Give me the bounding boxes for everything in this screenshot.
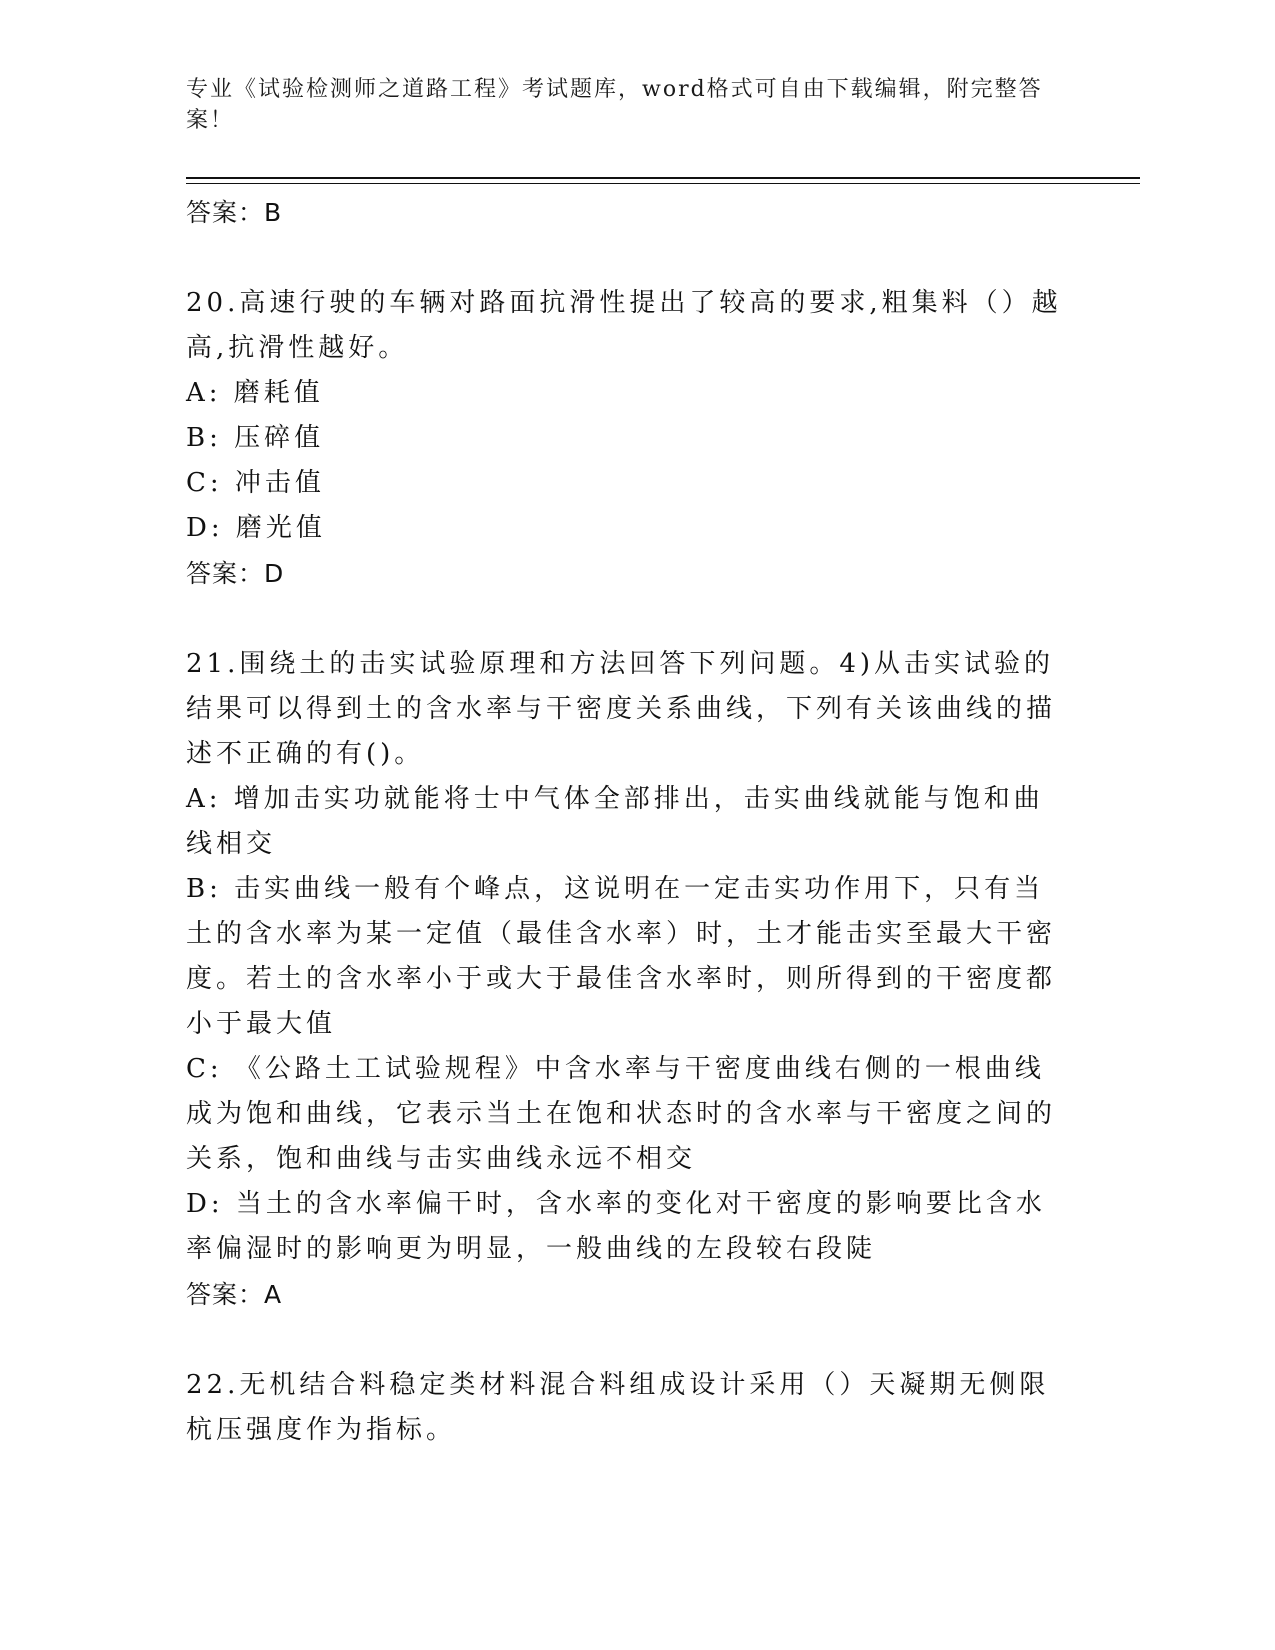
option-b: B: 击实曲线一般有个峰点，这说明在一定击实功作用下，只有当土的含水率为某一定值（最佳含水率）时，土才能击实至最大干密度。若土的含水率小于或大于最佳含水率时，则所得到的干密度都小于最大值 xyxy=(186,874,1057,1039)
option-d: D: 磨光值 xyxy=(186,513,326,543)
option-b: B: 压碎值 xyxy=(186,423,325,453)
answer-prev: 答案：B xyxy=(186,198,283,227)
header-rule xyxy=(186,177,1140,179)
question-20 xyxy=(186,281,1066,597)
question-stem: 21.围绕土的击实试验原理和方法回答下列问题。4)从击实试验的结果可以得到土的含水率与干密度关系曲线，下列有关该曲线的描述不正确的有()。 xyxy=(186,649,1057,769)
spacer xyxy=(186,236,1066,281)
page-header: 专业《试验检测师之道路工程》考试题库，word格式可自由下载编辑，附完整答案！ xyxy=(186,77,1043,133)
option-a: A: 增加击实功就能将士中气体全部排出，击实曲线就能与饱和曲线相交 xyxy=(186,784,1044,859)
spacer xyxy=(186,597,1066,642)
answer: 答案：D xyxy=(186,559,285,588)
content xyxy=(186,190,1066,1453)
header-rule-thin xyxy=(186,183,1140,184)
spacer xyxy=(186,1318,1066,1363)
question-stem: 20.高速行驶的车辆对路面抗滑性提出了较高的要求,粗集料（）越高,抗滑性越好。 xyxy=(186,288,1062,363)
option-a: A: 磨耗值 xyxy=(186,378,324,408)
question-stem: 22.无机结合料稳定类材料混合料组成设计采用（）天凝期无侧限杭压强度作为指标。 xyxy=(186,1370,1050,1445)
question-21 xyxy=(186,642,1066,1318)
option-d: D: 当土的含水率偏干时，含水率的变化对干密度的影响要比含水率偏湿时的影响更为明显，一般曲线的左段较右段陡 xyxy=(186,1189,1046,1264)
option-c: C: 冲击值 xyxy=(186,468,325,498)
answer: 答案：A xyxy=(186,1280,283,1309)
option-c: C: 《公路土工试验规程》中含水率与干密度曲线右侧的一根曲线成为饱和曲线，它表示当土在饱和状态时的含水率与干密度之间的关系，饱和曲线与击实曲线永远不相交 xyxy=(186,1054,1057,1174)
question-22 xyxy=(186,1363,1066,1453)
